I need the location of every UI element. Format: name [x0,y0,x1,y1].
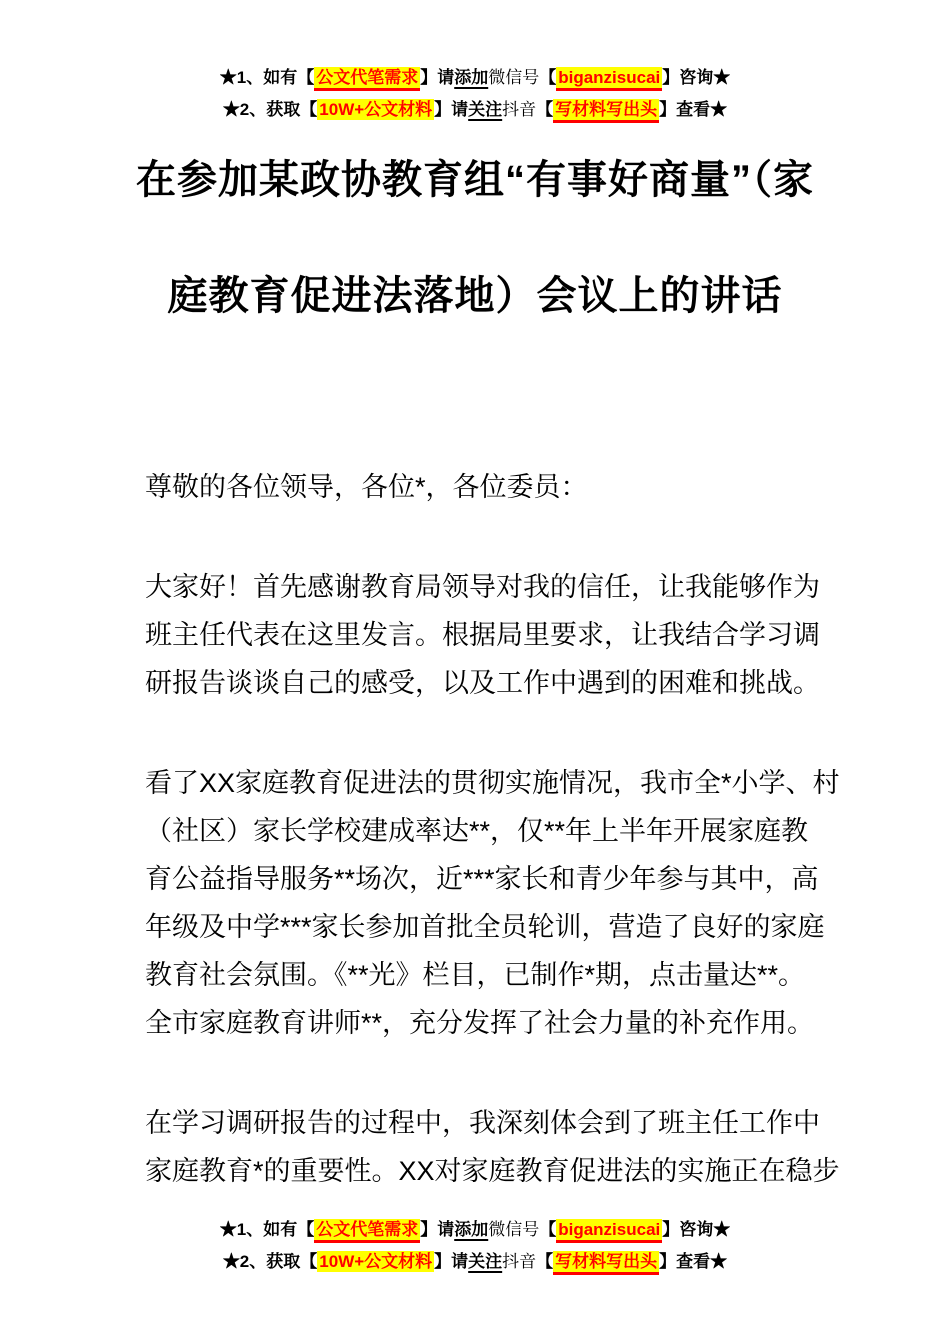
paragraph-line: 尊敬的各位领导，各位*，各位委员： [145,472,588,502]
promo-text: ★1、如有【 [219,68,315,87]
promo-text: ★2、获取【 [222,1252,318,1271]
promo-underline-tianjia: 添加 [454,1220,489,1239]
paragraph-line: 育公益指导服务**场次，近***家长和青少年参与其中，高 [145,864,819,894]
promo-footer-line-1 [0,1214,950,1246]
promo-text: 】请 [434,1252,469,1271]
promo-underline-guanzhu: 关注 [468,1252,503,1271]
paragraph-line: 在学习调研报告的过程中，我深刻体会到了班主任工作中 [145,1108,820,1138]
promo-text: 】查看★ [659,1252,728,1271]
promo-text: 抖音 [502,100,537,119]
promo-text: ★2、获取【 [222,100,318,119]
promo-text: 】咨询★ [662,68,731,87]
paragraph-salutation [145,463,830,511]
paragraph-greeting [145,563,830,707]
promo-header [0,62,950,126]
promo-text: 【 [539,68,557,87]
paragraph-line: （社区）家长学校建成率达**，仅**年上半年开展家庭教 [145,816,809,846]
promo-text: 【 [536,100,554,119]
promo-text: 】请 [420,68,455,87]
promo-highlight-gongwen-daibi: 公文代笔需求 [314,1219,420,1243]
promo-underline-tianjia: 添加 [454,68,489,87]
promo-text: 抖音 [502,1252,537,1271]
promo-highlight-materials: 10W+公文材料 [319,100,433,119]
paragraph-line: 大家好！首先感谢教育局领导对我的信任，让我能够作为 [145,572,820,602]
document-title-line-2: 庭教育促进法落地）会议上的讲话 [167,274,783,318]
promo-text: 微信号 [488,68,540,87]
promo-text: 】请 [434,100,469,119]
document-title [60,122,890,354]
promo-text: 微信号 [488,1220,540,1239]
promo-header-line-1 [0,62,950,94]
paragraph-line: 研报告谈谈自己的感受，以及工作中遇到的困难和挑战。 [145,668,820,698]
promo-text: ★1、如有【 [219,1220,315,1239]
promo-highlight-wechat-id: biganzisucai [556,1219,662,1243]
promo-underline-guanzhu: 关注 [468,100,503,119]
paragraph-study-reflection [145,1099,840,1195]
promo-text: 【 [536,1252,554,1271]
paragraph-line: 家庭教育*的重要性。XX对家庭教育促进法的实施正在稳步 [145,1156,840,1186]
promo-highlight-douyin-id: 写材料写出头 [553,1251,659,1275]
promo-text: 【 [539,1220,557,1239]
promo-footer-line-2 [0,1246,950,1278]
promo-highlight-gongwen-daibi: 公文代笔需求 [314,67,420,91]
promo-highlight-douyin-id: 写材料写出头 [553,99,659,123]
paragraph-line: 看了XX家庭教育促进法的贯彻实施情况，我市全*小学、村 [145,768,840,798]
paragraph-implementation-report [145,759,840,1047]
paragraph-line: 年级及中学***家长参加首批全员轮训，营造了良好的家庭 [145,912,825,942]
promo-text: 】咨询★ [662,1220,731,1239]
promo-text: 】查看★ [659,100,728,119]
paragraph-line: 班主任代表在这里发言。根据局里要求，让我结合学习调 [145,620,820,650]
promo-text: 】请 [420,1220,455,1239]
promo-highlight-wechat-id: biganzisucai [556,67,662,91]
promo-footer [0,1214,950,1278]
paragraph-line: 教育社会氛围。《**光》栏目，已制作*期，点击量达**。 [145,960,806,990]
document-title-line-1: 在参加某政协教育组“有事好商量”（家 [136,158,814,202]
promo-highlight-materials: 10W+公文材料 [319,1252,433,1271]
paragraph-line: 全市家庭教育讲师**，充分发挥了社会力量的补充作用。 [145,1008,815,1038]
document-body [145,463,840,1195]
